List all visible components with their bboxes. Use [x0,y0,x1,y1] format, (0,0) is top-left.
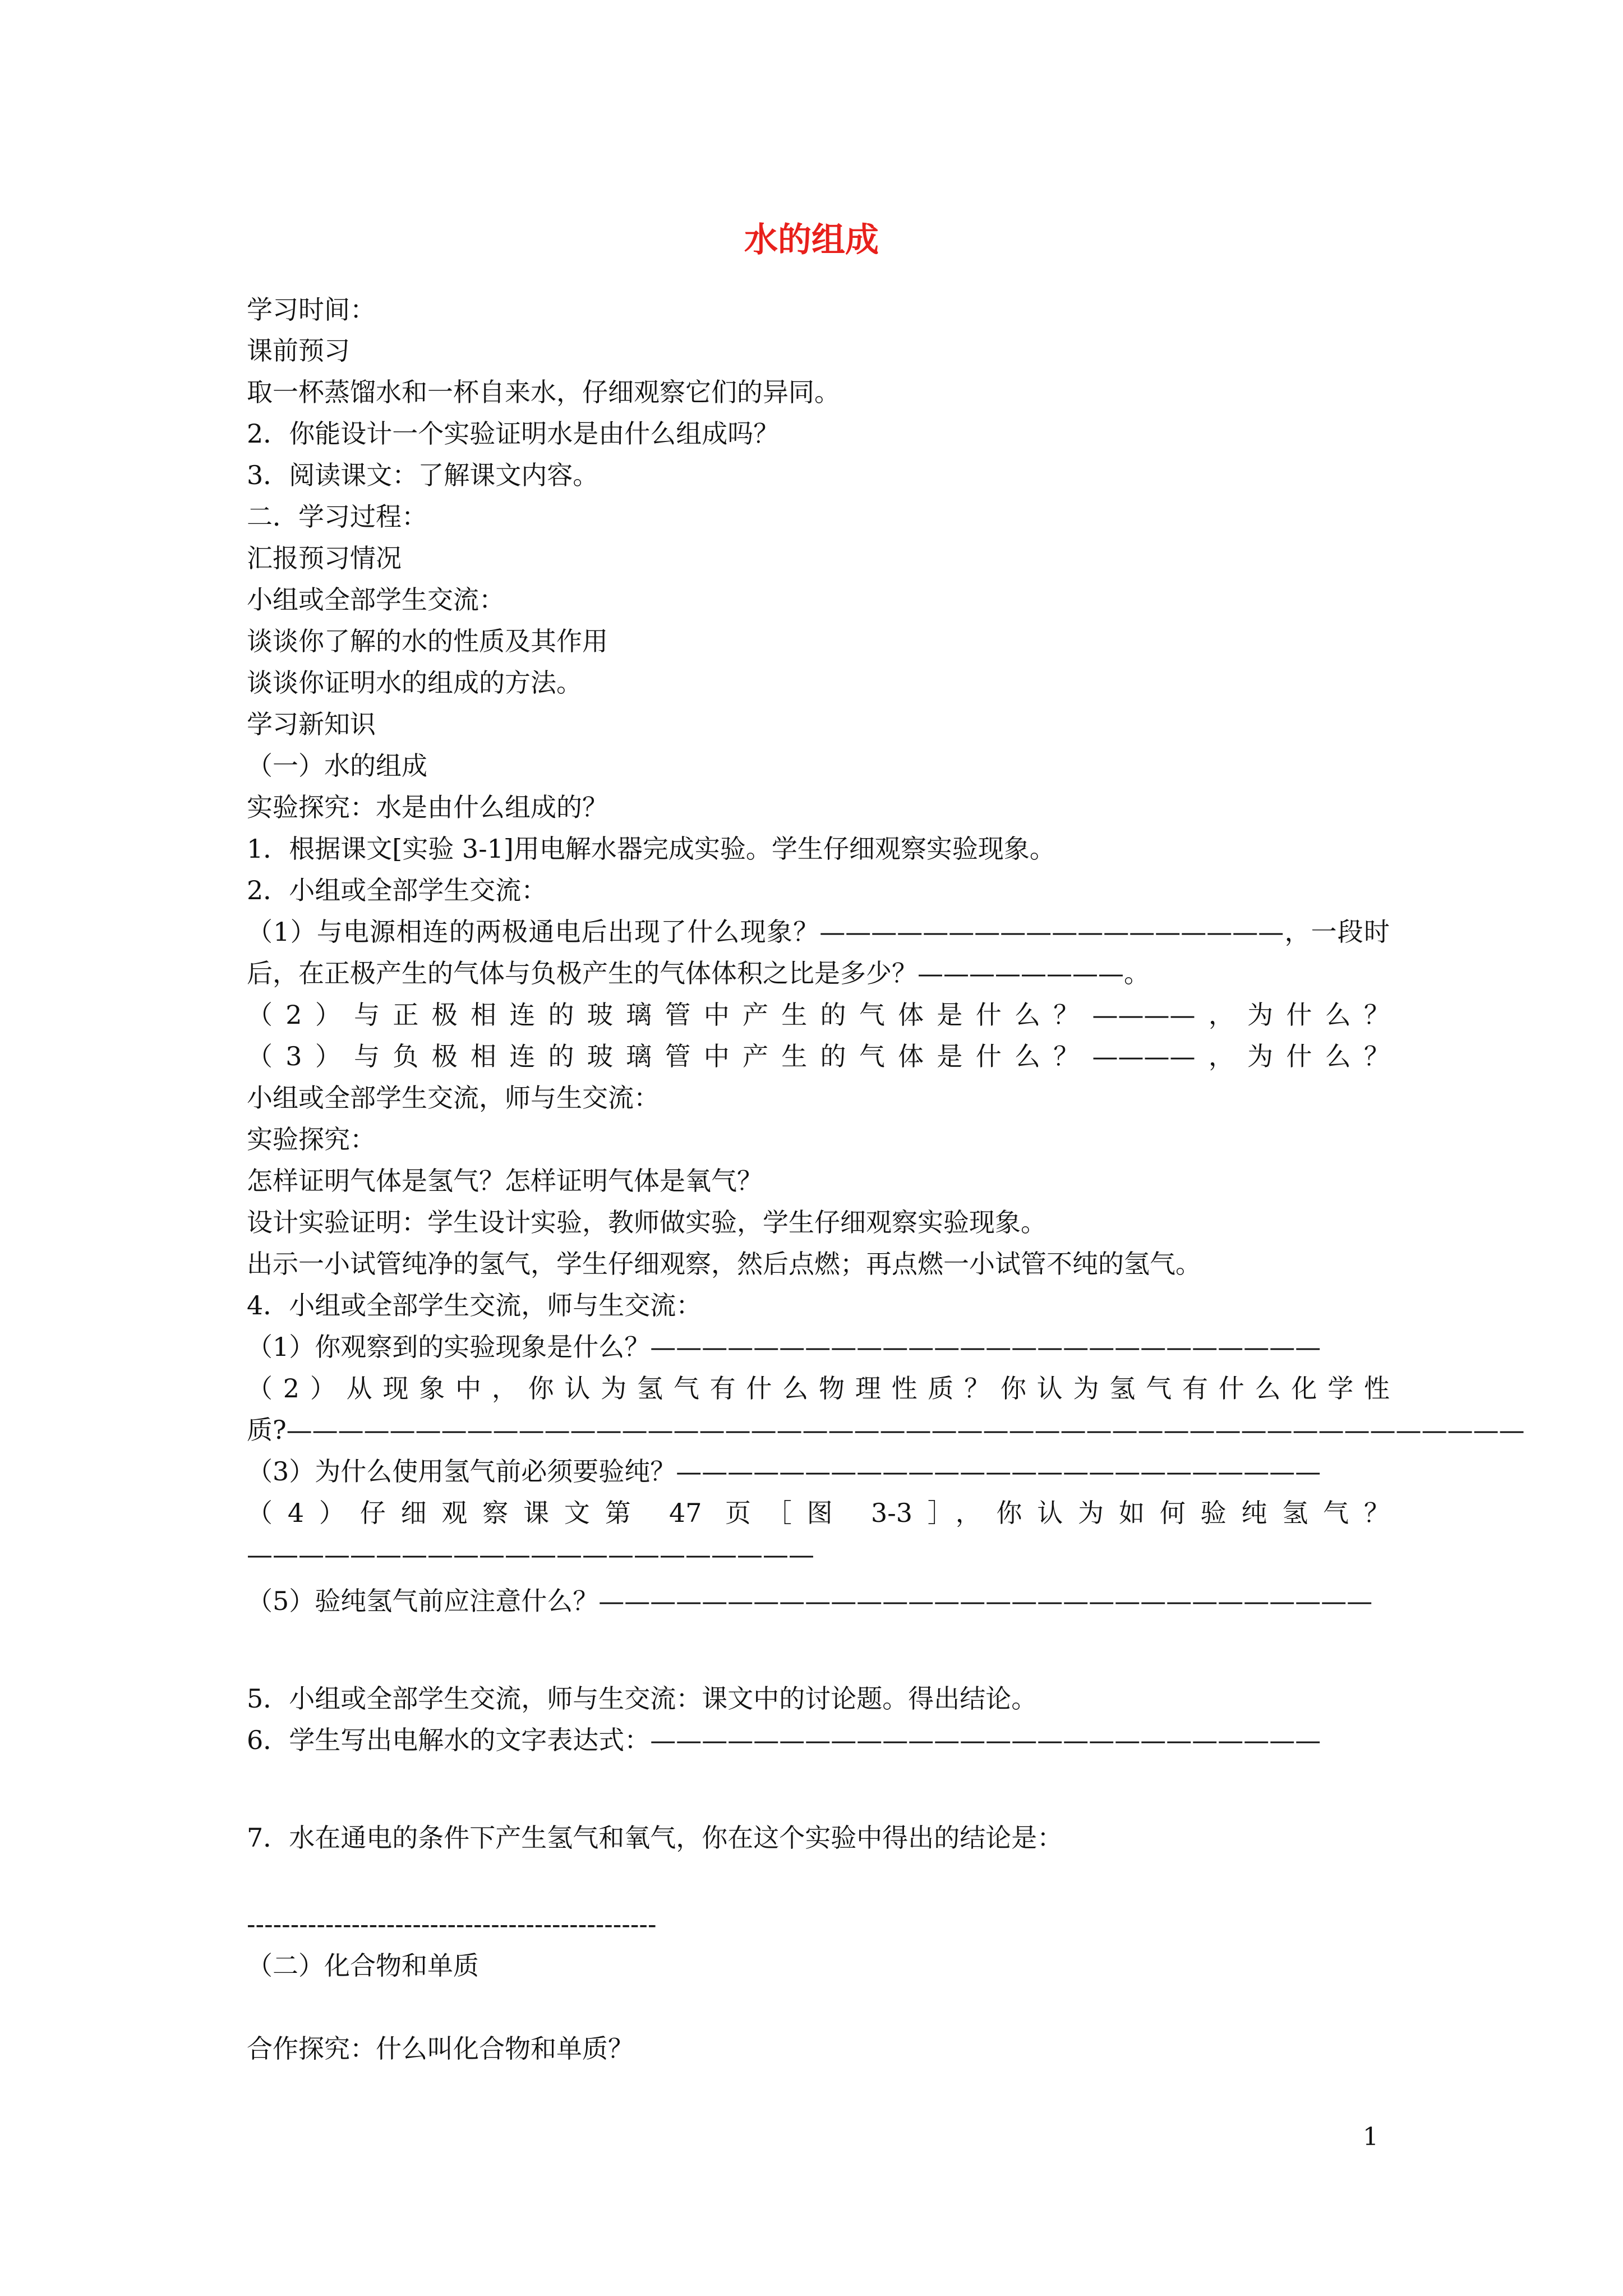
text-line: 后，在正极产生的气体与负极产生的气体体积之比是多少？————————。 [247,958,1150,988]
text-line: 汇报预习情况 [247,543,402,573]
text-line: （一）水的组成 [247,751,427,781]
text-line: 2．小组或全部学生交流： [247,875,547,905]
text-line: 实验探究： [247,1124,376,1154]
text-line: 1．根据课文[实验 3-1]用电解水器完成实验。学生仔细观察实验现象。 [247,834,1055,864]
text-line: 课前预习 [247,335,350,366]
text-line: （5）验纯氢气前应注意什么？—————————————————————————————— [247,1586,1373,1616]
text-line: （1）你观察到的实验现象是什么？—————————————————————————— [247,1332,1321,1362]
text-line: 7．水在通电的条件下产生氢气和氧气，你在这个实验中得出的结论是： [247,1823,1063,1853]
text-line: （1）与电源相连的两极通电后出现了什么现象？——————————————————，一段时 [247,917,1390,947]
text-line: 出示一小试管纯净的氢气，学生仔细观察，然后点燃；再点燃一小试管不纯的氢气。 [247,1249,1201,1279]
text-line: 二．学习过程： [247,501,427,532]
text-line: ----------------------------------------------- [247,1909,657,1939]
text-line: （2）与正极相连的玻璃管中产生的气体是什么？————，为什么？ [247,1000,1390,1030]
text-line: 谈谈你证明水的组成的方法。 [247,668,582,698]
section-heading: （二）化合物和单质 [247,1950,479,1981]
text-line: 设计实验证明：学生设计实验，教师做实验，学生仔细观察实验现象。 [247,1207,1046,1237]
text-line: 3．阅读课文：了解课文内容。 [247,460,599,490]
text-line: 取一杯蒸馏水和一杯自来水，仔细观察它们的异同。 [247,377,840,407]
text-line: 5．小组或全部学生交流，师与生交流：课文中的讨论题。得出结论。 [247,1683,1038,1714]
text-line: （2）从现象中，你认为氢气有什么物理性质？你认为氢气有什么化学性 [247,1373,1390,1404]
text-line: 实验探究：水是由什么组成的？ [247,792,608,822]
text-line: 学习新知识 [247,709,376,739]
page-number: 1 [1363,2123,1378,2151]
text-line: 4．小组或全部学生交流，师与生交流： [247,1290,702,1320]
text-line: 质?———————————————————————————————————————————————— [247,1415,1525,1445]
text-line: （3）与负极相连的玻璃管中产生的气体是什么？————，为什么？ [247,1041,1390,1071]
text-line: 怎样证明气体是氢气？怎样证明气体是氧气？ [247,1166,763,1196]
text-line: 合作探究：什么叫化合物和单质？ [247,2033,634,2064]
text-line: 2．你能设计一个实验证明水是由什么组成吗？ [247,418,780,449]
text-line: 6．学生写出电解水的文字表达式：—————————————————————————— [247,1725,1321,1755]
text-line: 小组或全部学生交流，师与生交流： [247,1083,660,1113]
text-line: 谈谈你了解的水的性质及其作用 [247,626,608,656]
text-line: （4）仔细观察课文第 47 页［图 3-3］，你认为如何验纯氢气？ [247,1498,1390,1528]
text-line: —————————————————————— [247,1539,814,1570]
text-line: （3）为什么使用氢气前必须要验纯？————————————————————————— [247,1456,1321,1487]
text-line: 学习时间： [247,295,376,325]
document-title: 水的组成 [744,220,879,260]
text-line: 小组或全部学生交流： [247,585,505,615]
